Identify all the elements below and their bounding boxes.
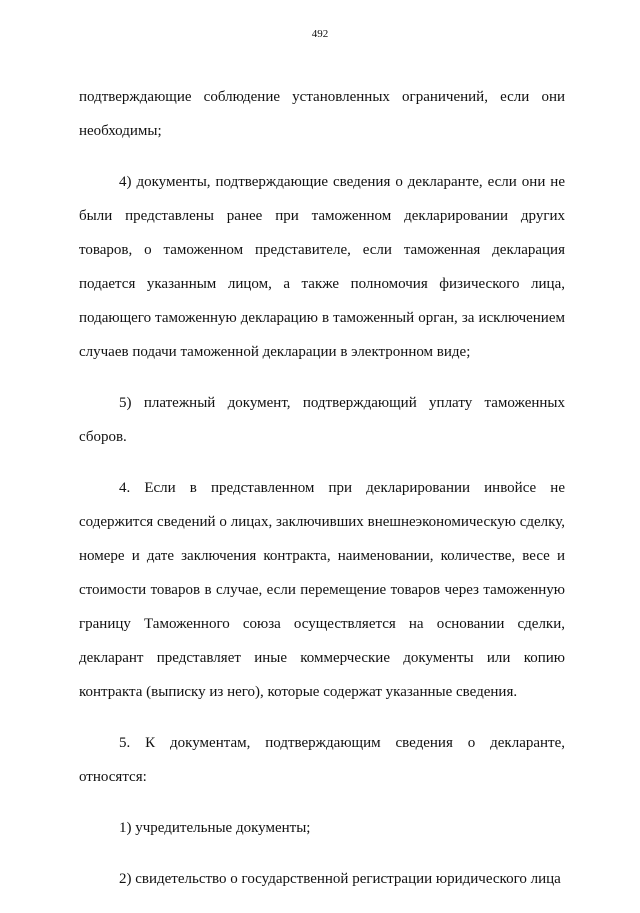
paragraph-4: 4. Если в представленном при декларировании инвойсе не содержится сведений о лицах, заключивших внешнеэкономическую сделку, номере и дате заключения контракта, наименовании, количестве, весе и стоимости товаров в случае, если перемещение товаров через таможенную границу Таможенного союза осуществляется на основании сделки, декларант представляет иные коммерческие документы или копию контракта (выписку из него), которые содержат указанные сведения. <box>79 480 565 700</box>
page-number: 492 <box>311 28 329 40</box>
paragraph-7: 2) свидетельство о государственной регистрации юридического лица <box>119 871 561 887</box>
paragraph-2: 4) документы, подтверждающие сведения о декларанте, если они не были представлены ранее при таможенном декларировании других товаров, о таможенном представителе, если таможенная декларация подается указанным лицом, а также полномочия физического лица, подающего таможенную декларацию в таможенный орган, за исключением случаев подачи таможенной декларации в электронном виде; <box>79 174 565 360</box>
document-body <box>79 80 565 913</box>
paragraph-6: 1) учредительные документы; <box>119 820 311 836</box>
paragraph-3: 5) платежный документ, подтверждающий уплату таможенных сборов. <box>79 395 565 445</box>
paragraph-1: подтверждающие соблюдение установленных ограничений, если они необходимы; <box>79 89 565 139</box>
paragraph-5: 5. К документам, подтверждающим сведения о декларанте, относятся: <box>79 735 565 785</box>
